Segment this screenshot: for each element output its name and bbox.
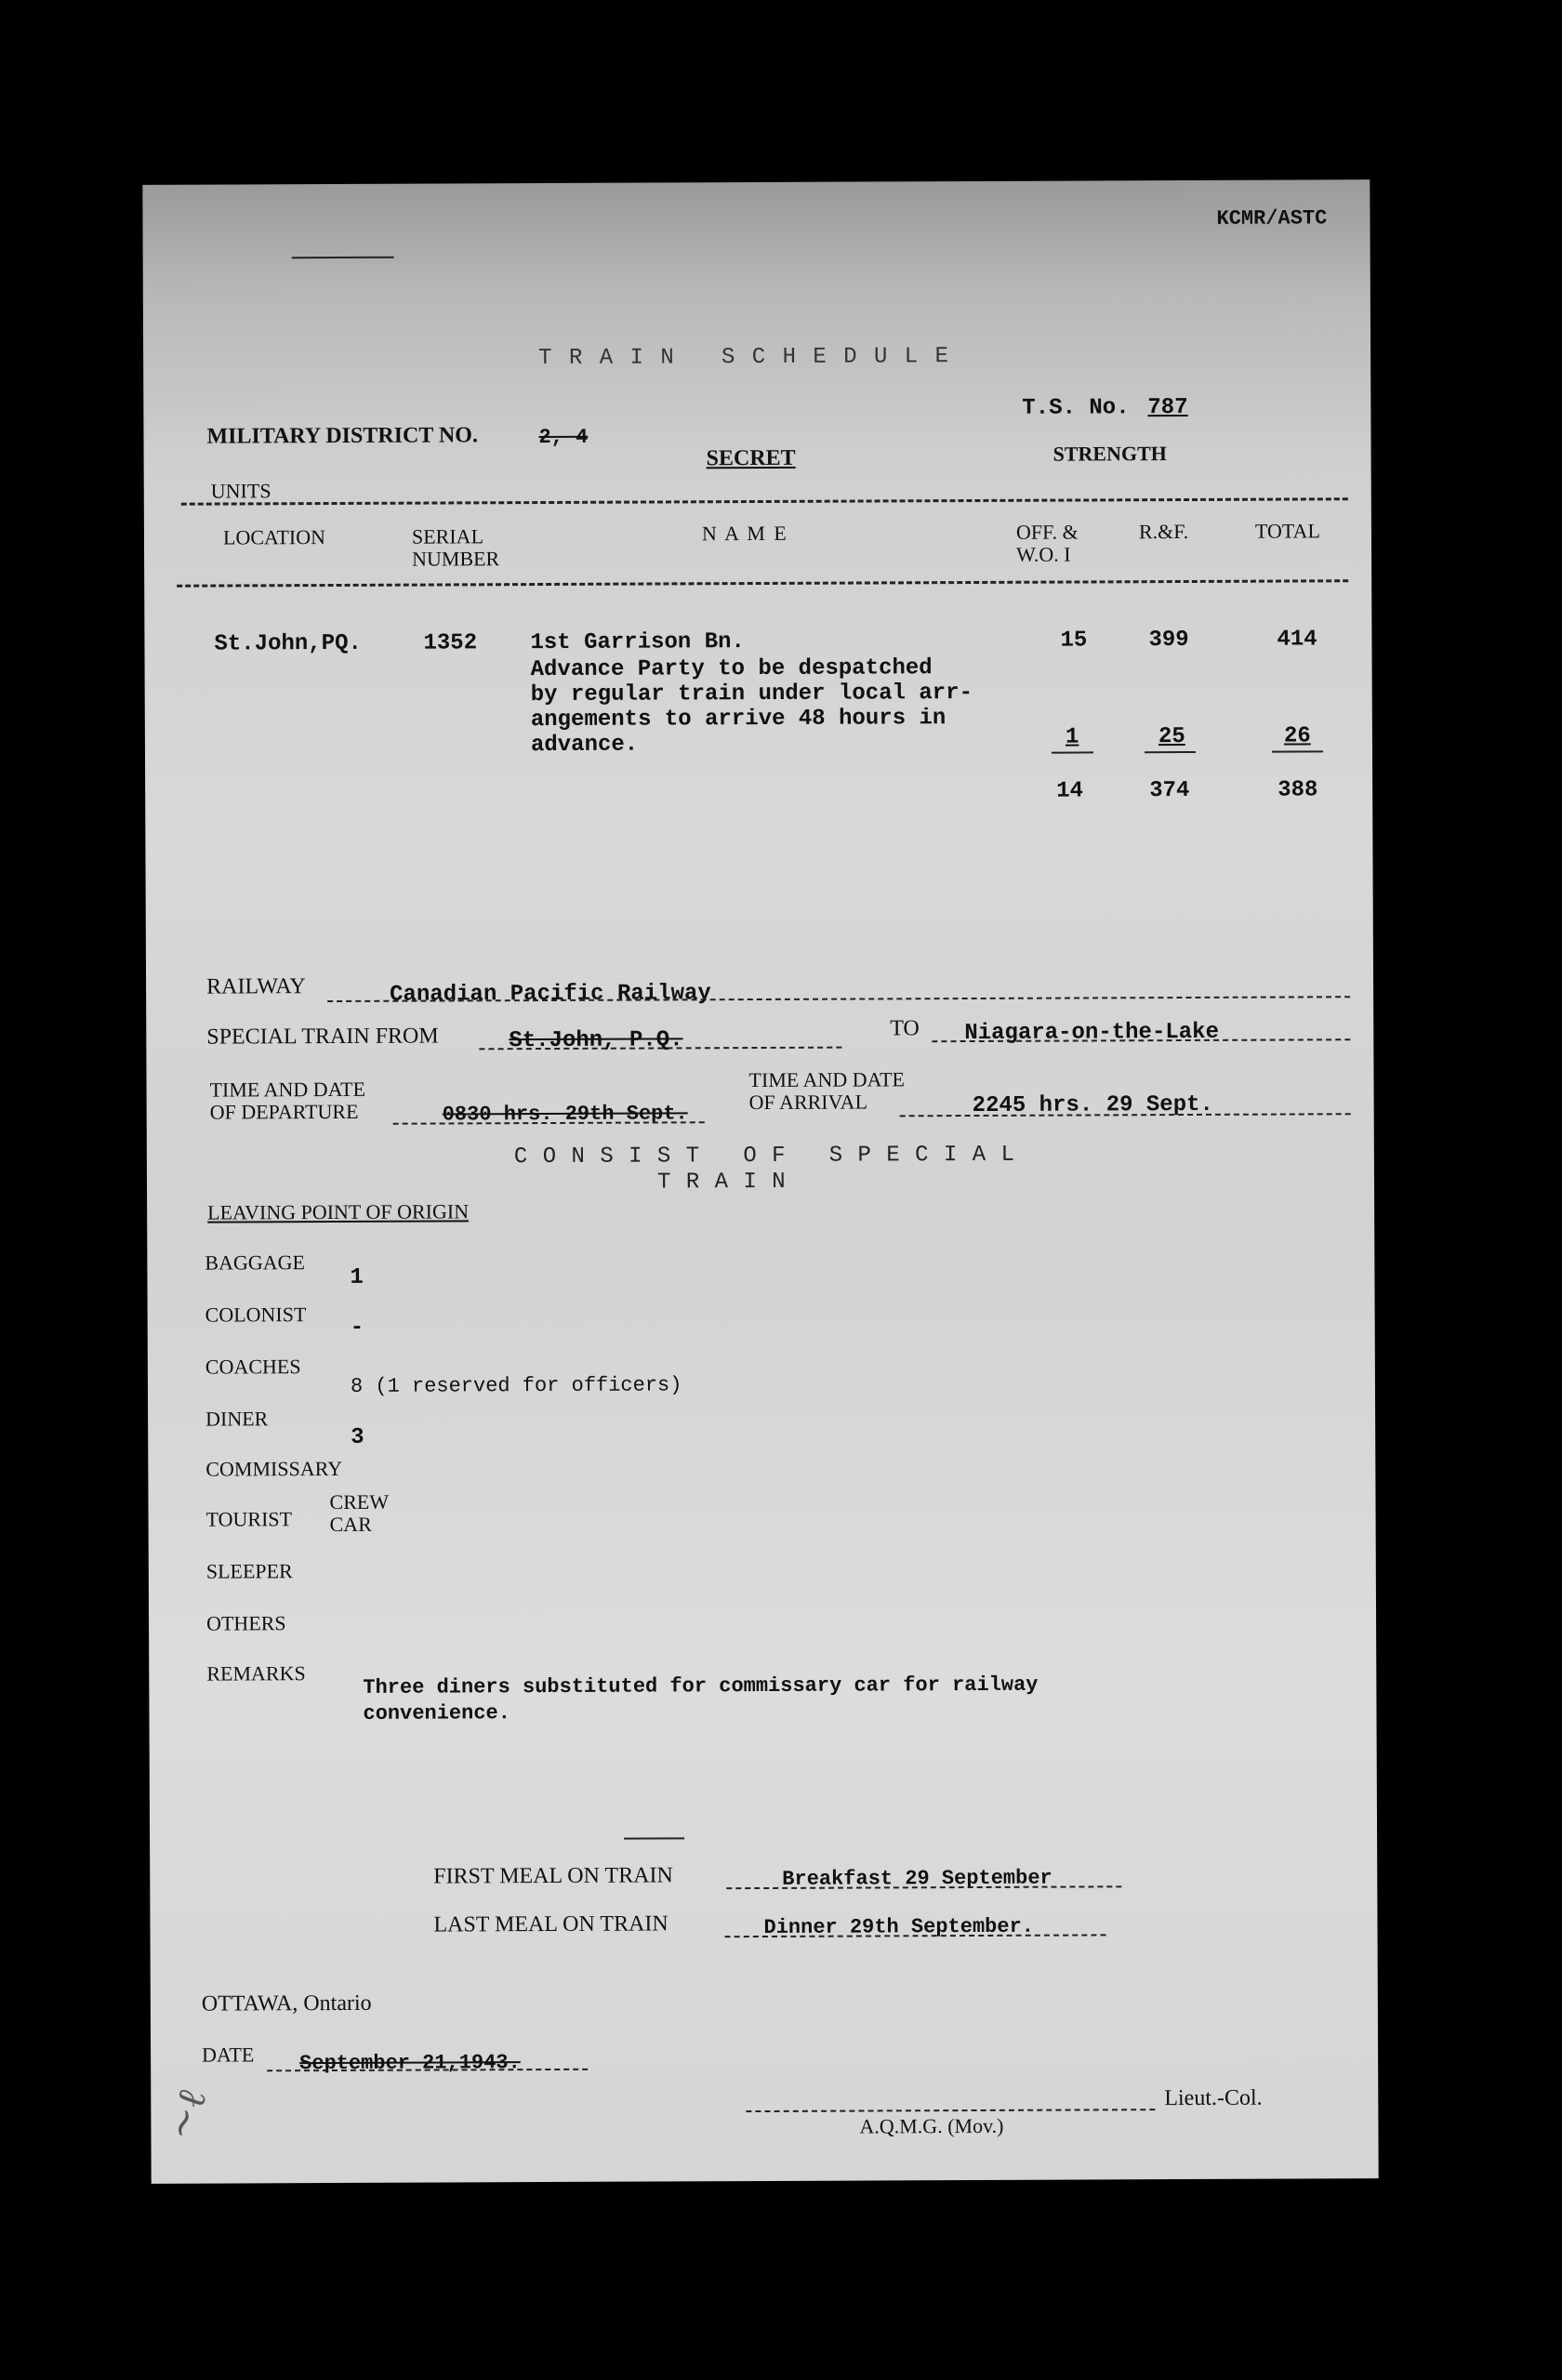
- column-location: LOCATION: [222, 525, 326, 549]
- special-train-from-value: St.John, P.Q.: [509, 1027, 683, 1054]
- date-label: DATE: [202, 2043, 255, 2067]
- crew-car-label: CREW CAR: [329, 1489, 390, 1537]
- document-page: [142, 179, 1378, 2184]
- column-rank-file: R.&F.: [1138, 519, 1189, 544]
- place-of-issue: OTTAWA, Ontario: [201, 1990, 372, 2016]
- consist-value-colonist: -: [350, 1315, 364, 1341]
- consist-label-commissary: COMMISSARY: [205, 1456, 343, 1481]
- consist-value-diner: 3: [351, 1424, 364, 1450]
- header-rule-top: [181, 497, 1348, 505]
- military-district-value: 2, 4: [538, 425, 589, 450]
- units-label: UNITS: [210, 479, 271, 503]
- departure-label: TIME AND DATE OF DEPARTURE: [209, 1077, 366, 1124]
- row-location: St.John,PQ.: [214, 630, 362, 657]
- last-meal-label: LAST MEAL ON TRAIN: [433, 1911, 668, 1937]
- consist-value-baggage: 1: [350, 1264, 364, 1290]
- consist-title: C O N S I S T O F S P E C I A L T R A I N: [513, 1142, 1016, 1197]
- advance-rank-file: 25: [1158, 724, 1185, 750]
- row-unit-name: 1st Garrison Bn.: [530, 629, 745, 656]
- document-title: T R A I N S C H E D U L E: [538, 344, 951, 372]
- handwritten-initials: ~ℓ: [155, 2082, 216, 2146]
- advance-officers: 1: [1065, 724, 1079, 750]
- remarks-label: REMARKS: [206, 1661, 306, 1686]
- consist-label-tourist: TOURIST: [205, 1507, 293, 1531]
- advance-underline-2: [1145, 751, 1196, 753]
- consist-label-others: OTHERS: [206, 1611, 286, 1635]
- top-rule: [292, 257, 394, 258]
- railway-value: Canadian Pacific Railway: [390, 981, 711, 1008]
- column-total: TOTAL: [1254, 519, 1320, 543]
- railway-label: RAILWAY: [206, 974, 306, 999]
- signature-rank: Lieut.-Col.: [1164, 2085, 1263, 2111]
- net-rank-file: 374: [1149, 777, 1190, 804]
- last-meal-value: Dinner 29th September.: [763, 1914, 1035, 1939]
- column-name: N A M E: [701, 521, 788, 546]
- leaving-point-label: LEAVING POINT OF ORIGIN: [207, 1199, 470, 1224]
- signature-line: [746, 2109, 1155, 2112]
- ts-number-value: 787: [1147, 394, 1188, 421]
- signature-title: A.Q.M.G. (Mov.): [859, 2113, 1004, 2138]
- consist-label-baggage: BAGGAGE: [205, 1250, 305, 1275]
- row-advance-party-note: Advance Party to be despatched by regular train under local arr- angements to arrive 48 hours in advance.: [530, 655, 973, 759]
- to-value: Niagara-on-the-Lake: [964, 1019, 1220, 1047]
- departure-value: 0830 hrs. 29th Sept.: [442, 1102, 688, 1127]
- date-value: September 21,1943.: [299, 2051, 521, 2076]
- military-district-label: MILITARY DISTRICT NO.: [206, 423, 478, 449]
- first-meal-value: Breakfast 29 September: [782, 1866, 1052, 1891]
- column-serial-number: SERIAL NUMBER: [411, 524, 500, 571]
- first-meal-label: FIRST MEAL ON TRAIN: [433, 1863, 673, 1889]
- consist-value-coaches: 8 (1 reserved for officers): [350, 1373, 682, 1398]
- net-total: 388: [1277, 777, 1318, 803]
- column-officers: OFF. & W.O. I: [1015, 520, 1079, 566]
- special-train-from-label: SPECIAL TRAIN FROM: [206, 1024, 439, 1050]
- row-officers: 15: [1060, 628, 1088, 654]
- advance-underline-3: [1272, 750, 1323, 752]
- to-label: TO: [890, 1016, 920, 1041]
- arrival-value: 2245 hrs. 29 Sept.: [972, 1091, 1213, 1119]
- advance-underline-1: [1052, 751, 1093, 753]
- net-officers: 14: [1056, 778, 1084, 804]
- advance-total: 26: [1283, 723, 1311, 749]
- classification-stamp: SECRET: [706, 445, 796, 471]
- remarks-value: Three diners substituted for commissary car for railway convenience.: [363, 1673, 1039, 1726]
- row-rank-file: 399: [1148, 627, 1189, 654]
- row-total: 414: [1277, 627, 1317, 653]
- strength-label: STRENGTH: [1052, 442, 1167, 466]
- consist-label-sleeper: SLEEPER: [205, 1559, 293, 1583]
- consist-label-coaches: COACHES: [205, 1355, 301, 1379]
- header-rule-bottom: [177, 579, 1348, 587]
- divider-mark: [624, 1837, 684, 1839]
- consist-label-colonist: COLONIST: [205, 1302, 307, 1327]
- arrival-label: TIME AND DATE OF ARRIVAL: [748, 1067, 906, 1115]
- ts-number-label: T.S. No.: [1022, 395, 1130, 421]
- consist-label-diner: DINER: [205, 1407, 269, 1431]
- reference-code: KCMR/ASTC: [1216, 206, 1328, 231]
- row-serial: 1352: [423, 630, 478, 656]
